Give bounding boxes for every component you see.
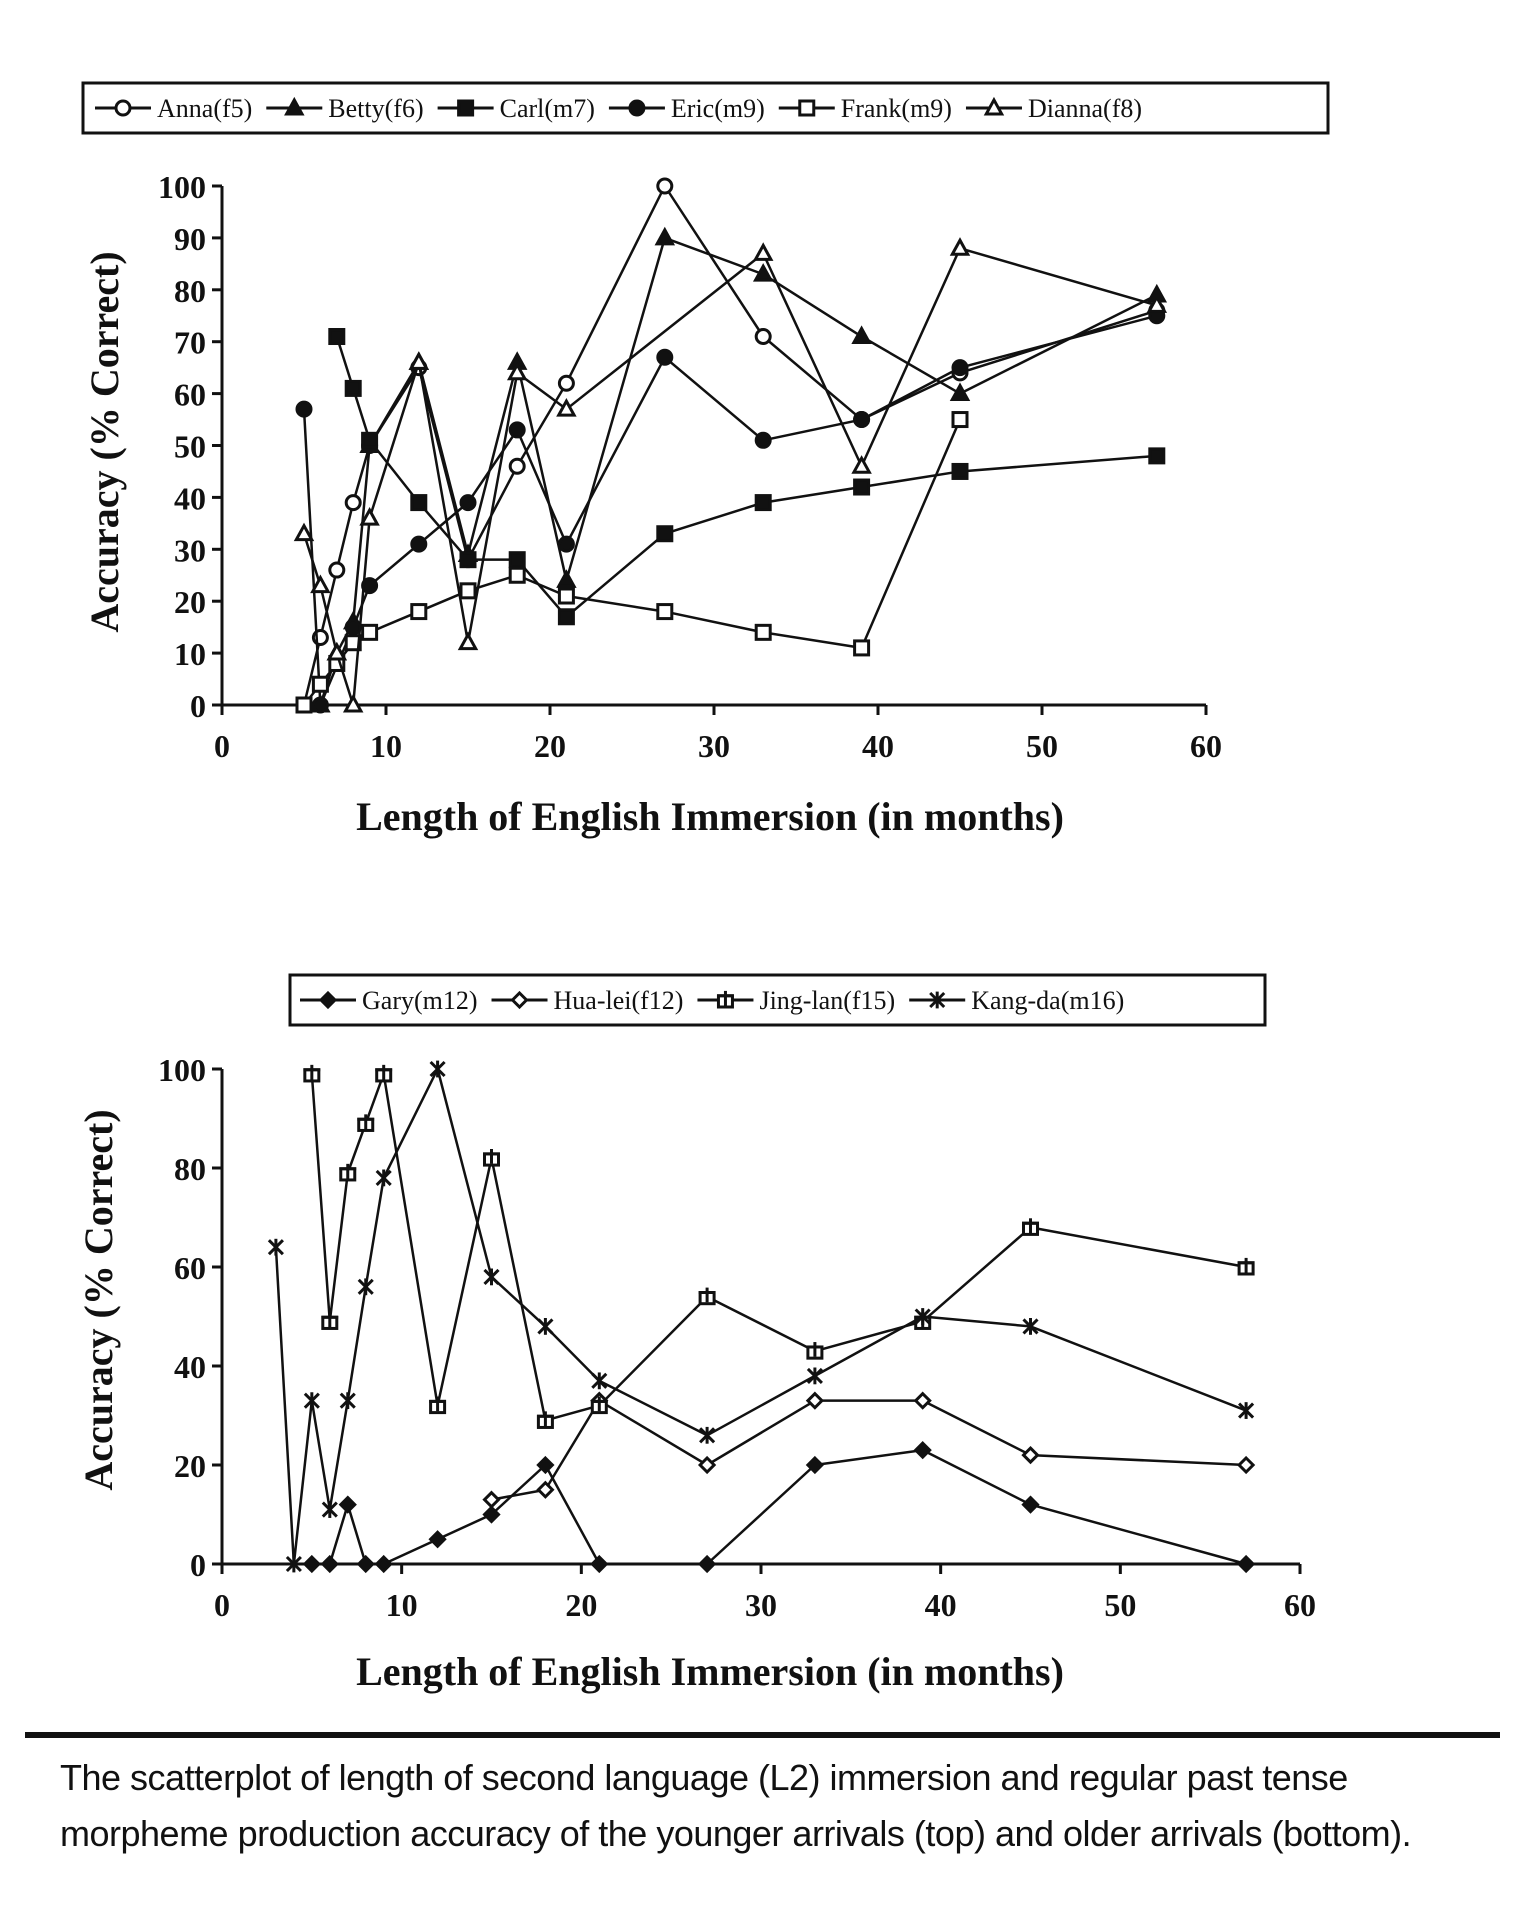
data-point (460, 635, 475, 649)
x-tick-label: 50 (1026, 728, 1058, 764)
data-point (953, 464, 967, 478)
x-tick-label: 60 (1284, 1587, 1316, 1623)
data-point (756, 496, 770, 510)
plot-area-top (158, 169, 1222, 764)
data-point (953, 361, 967, 375)
y-axis-label-bottom: Accuracy (% Correct) (76, 1109, 121, 1491)
data-point (559, 589, 573, 603)
data-point (346, 496, 360, 510)
data-point (559, 572, 574, 586)
data-point (431, 1532, 445, 1546)
series-line (320, 238, 1156, 705)
data-point (559, 376, 573, 390)
data-point (756, 245, 771, 259)
legend-label: Gary(m12) (362, 986, 478, 1015)
data-point (377, 1170, 391, 1187)
data-point (429, 1397, 446, 1413)
data-point (330, 563, 344, 577)
data-point (341, 1498, 355, 1512)
data-point (699, 1288, 716, 1304)
data-point (346, 697, 361, 711)
data-point (483, 1149, 500, 1165)
data-point (537, 1411, 554, 1427)
y-tick-label: 20 (174, 584, 206, 621)
series-line (276, 1069, 1246, 1564)
legend-label: Carl(m7) (499, 94, 595, 123)
data-point (323, 1557, 337, 1571)
data-point (756, 266, 771, 280)
chart-top (82, 83, 1328, 839)
data-point (855, 641, 869, 655)
data-point (341, 1392, 355, 1409)
data-point (952, 386, 967, 400)
series-line (304, 248, 1157, 705)
data-point (592, 1557, 606, 1571)
data-point (313, 698, 327, 712)
y-tick-label: 0 (190, 688, 206, 724)
series-2 (330, 330, 1164, 624)
data-point (321, 1312, 338, 1328)
data-point (700, 1458, 714, 1472)
data-point (756, 625, 770, 639)
y-tick-label: 30 (174, 532, 206, 569)
series-2 (303, 1065, 1254, 1428)
data-point (485, 1493, 499, 1507)
y-axis-label-top: Accuracy (% Correct) (82, 251, 127, 633)
data-point (700, 1427, 714, 1444)
data-point (461, 584, 475, 598)
y-tick-label: 100 (158, 169, 206, 205)
data-point (330, 330, 344, 344)
data-point (657, 230, 672, 244)
data-point (808, 1368, 822, 1385)
data-point (363, 433, 377, 447)
data-point (916, 1394, 930, 1408)
data-point (510, 553, 524, 567)
data-point (510, 568, 524, 582)
data-point (559, 401, 574, 415)
data-point (269, 1239, 283, 1256)
x-tick-label: 50 (1104, 1587, 1137, 1623)
data-point (297, 402, 311, 416)
data-point (1024, 1448, 1038, 1462)
x-tick-label: 0 (214, 728, 230, 764)
data-point (485, 1269, 499, 1286)
data-point (854, 328, 869, 342)
data-point (363, 625, 377, 639)
data-point (339, 1164, 356, 1180)
data-point (313, 578, 328, 592)
legend-marker (800, 101, 814, 115)
plot-area-bottom (158, 1052, 1316, 1623)
x-tick-label: 30 (745, 1587, 777, 1623)
data-point (658, 605, 672, 619)
series-3 (269, 1061, 1253, 1573)
data-point (305, 1557, 319, 1571)
data-point (952, 240, 967, 254)
series-1 (313, 230, 1165, 711)
chart-bottom (76, 975, 1316, 1694)
data-point (377, 1557, 391, 1571)
data-point (411, 354, 426, 368)
data-point (1239, 1402, 1253, 1419)
data-point (346, 381, 360, 395)
y-tick-label: 80 (174, 1151, 206, 1187)
data-point (808, 1394, 822, 1408)
data-point (303, 1065, 320, 1081)
legend-label: Eric(m9) (670, 94, 765, 123)
data-point (359, 1278, 373, 1295)
data-point (346, 620, 360, 634)
y-tick-label: 50 (174, 428, 206, 465)
series-0 (297, 179, 1164, 712)
x-tick-label: 20 (565, 1587, 598, 1623)
legend-marker (630, 101, 644, 115)
x-tick-label: 10 (385, 1587, 418, 1623)
legend-marker (459, 101, 473, 115)
series-line (312, 1450, 1246, 1564)
data-point (412, 537, 426, 551)
y-tick-label: 100 (158, 1052, 206, 1088)
legend-label: Jing-lan(f15) (759, 986, 896, 1015)
data-point (658, 527, 672, 541)
y-tick-label: 60 (174, 376, 206, 413)
data-point (305, 1392, 319, 1409)
data-point (559, 537, 573, 551)
data-point (461, 553, 475, 567)
x-axis-label-bottom: Length of English Immersion (in months) (356, 1649, 1064, 1694)
x-axis-label-top: Length of English Immersion (in months) (356, 794, 1064, 839)
data-point (1239, 1557, 1253, 1571)
legend-label: Hua-lei(f12) (553, 986, 684, 1015)
data-point (412, 496, 426, 510)
data-point (855, 480, 869, 494)
legend-label: Frank(m9) (840, 94, 952, 123)
y-tick-label: 80 (174, 272, 206, 309)
data-point (1238, 1258, 1255, 1274)
data-point (431, 1061, 445, 1078)
x-tick-label: 40 (924, 1587, 957, 1623)
x-tick-label: 30 (698, 728, 730, 764)
data-point (658, 179, 672, 193)
data-point (357, 1114, 374, 1130)
data-point (559, 610, 573, 624)
data-point (510, 423, 524, 437)
data-point (461, 496, 475, 510)
data-point (1024, 1498, 1038, 1512)
legend-marker (116, 101, 130, 115)
series-5 (296, 240, 1164, 711)
series-line (337, 337, 1157, 617)
x-tick-label: 10 (370, 728, 402, 764)
data-point (510, 459, 524, 473)
data-point (855, 413, 869, 427)
series-line (492, 1401, 1247, 1500)
y-tick-label: 20 (174, 1448, 206, 1484)
data-point (329, 645, 344, 659)
y-tick-label: 40 (174, 1349, 206, 1385)
x-tick-label: 0 (214, 1587, 230, 1623)
series-line (304, 316, 1157, 705)
data-point (916, 1443, 930, 1457)
legend-label: Betty(f6) (328, 94, 424, 123)
y-tick-label: 60 (174, 1250, 206, 1286)
data-point (658, 350, 672, 364)
data-point (313, 677, 327, 691)
data-point (297, 698, 311, 712)
figure-caption: The scatterplot of length of second language (L2) immersion and regular past tense morpheme production accuracy of the younger arrivals (top) and older arrivals (bottom). (60, 1757, 1412, 1854)
data-point (592, 1372, 606, 1389)
y-tick-label: 70 (174, 324, 206, 361)
data-point (359, 1557, 373, 1571)
data-point (953, 413, 967, 427)
data-point (1239, 1458, 1253, 1472)
series-0 (305, 1443, 1253, 1571)
data-point (1150, 449, 1164, 463)
y-tick-label: 90 (174, 220, 206, 257)
y-tick-label: 0 (190, 1547, 206, 1583)
data-point (1022, 1218, 1039, 1234)
data-point (756, 433, 770, 447)
data-point (756, 330, 770, 344)
data-point (412, 605, 426, 619)
legend-label: Kang-da(m16) (971, 986, 1125, 1015)
x-tick-label: 40 (862, 728, 894, 764)
legend-label: Dianna(f8) (1027, 94, 1143, 123)
data-point (854, 458, 869, 472)
x-tick-label: 20 (534, 728, 566, 764)
y-tick-label: 40 (174, 480, 206, 517)
data-point (323, 1501, 337, 1518)
y-tick-label: 10 (174, 636, 206, 673)
data-point (538, 1318, 552, 1335)
data-point (807, 1342, 824, 1358)
series-line (304, 186, 1157, 705)
data-point (538, 1483, 552, 1497)
x-tick-label: 60 (1190, 728, 1222, 764)
legend-label: Anna(f5) (157, 94, 253, 123)
data-point (375, 1065, 392, 1081)
